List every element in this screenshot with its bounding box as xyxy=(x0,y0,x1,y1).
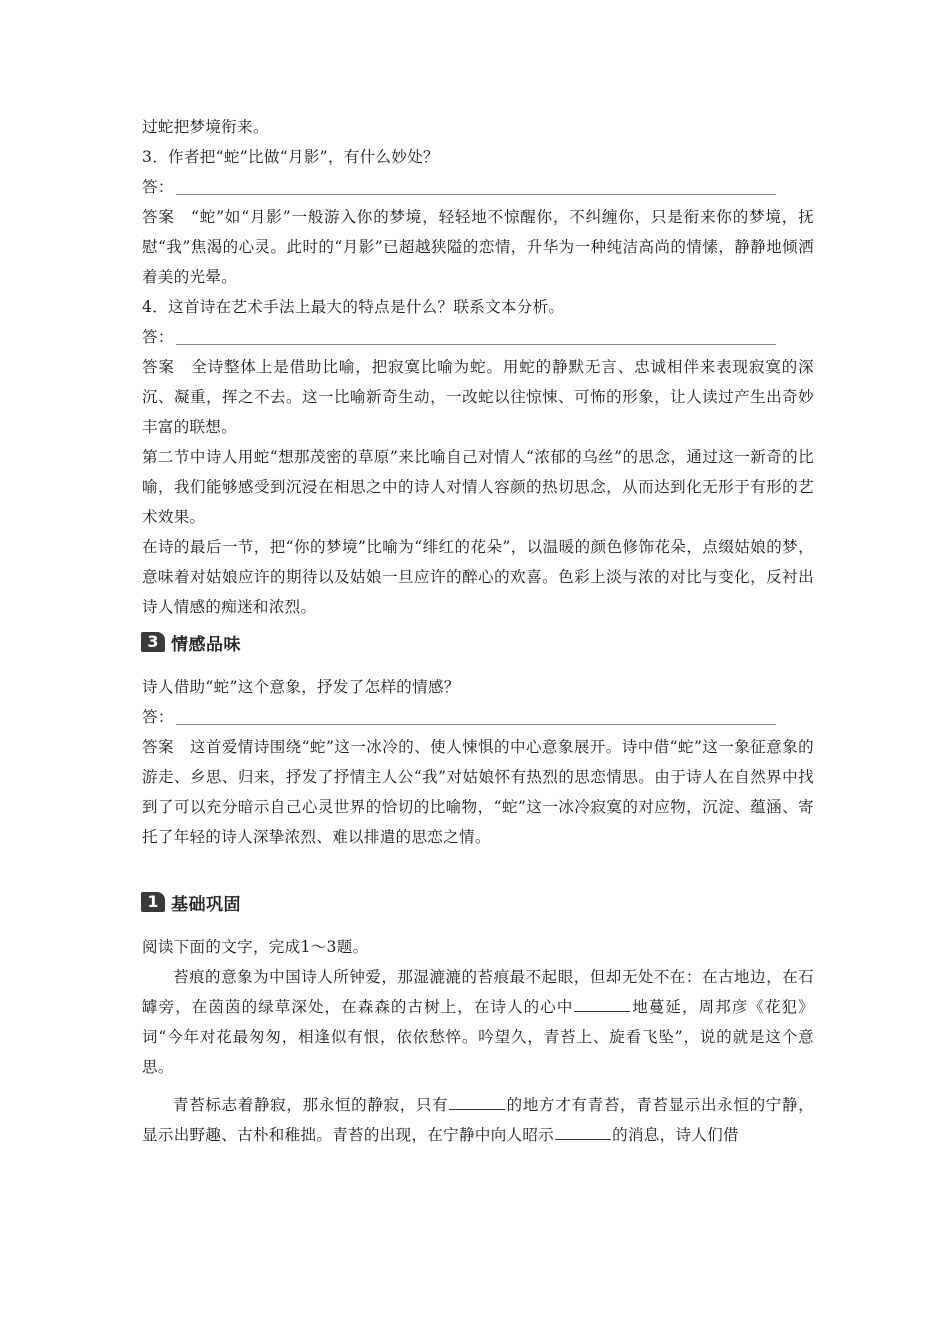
section-heading-basics xyxy=(141,884,814,920)
answer-rule xyxy=(176,176,776,195)
reading-paragraph-1 xyxy=(142,962,814,1082)
question-3: 3．作者把“蛇”比做“月影”，有什么妙处？ xyxy=(142,148,439,166)
emotion-answer: 答案 这首爱情诗围绕“蛇”这一冰冷的、使人悚惧的中心意象展开。诗中借“蛇”这一象征意象的游走、乡思、归来，抒发了抒情主人公“我”对姑娘怀有热烈的思恋情思。由于诗人在自然界中找到了可以充分暗示自己心灵世界的恰切的比喻物，“蛇”这一冰冷寂寞的对应物，沉淀、蕴涵、寄托了年轻的诗人深挚浓烈、难以排遣的思恋之情。 xyxy=(142,738,814,846)
question-4: 4．这首诗在艺术手法上最大的特点是什么？联系文本分析。 xyxy=(142,298,565,316)
answer-blank-line xyxy=(142,172,814,202)
answer-rule xyxy=(176,706,776,725)
section-title: 基础巩固 xyxy=(171,894,241,915)
section-number-badge: 3 xyxy=(141,632,165,652)
paragraph-text: 地蔓延，周邦彦《花犯》词“今年对花最匆匆，相逢似有恨，依依愁悴。吟望久，青苔上、旋看飞坠”，说的就是这个意思。 xyxy=(142,998,814,1076)
section-number-badge: 1 xyxy=(141,892,165,912)
fill-blank[interactable] xyxy=(449,1095,505,1110)
answer-4-paragraph-3: 在诗的最后一节，把“你的梦境”比喻为“绯红的花朵”，以温暖的颜色修饰花朵，点缀姑娘的梦，意味着对姑娘应许的期待以及姑娘一旦应许的醉心的欢喜。色彩上淡与浓的对比与变化，反衬出诗人情感的痴迷和浓烈。 xyxy=(142,538,814,616)
reading-instruction: 阅读下面的文字，完成1～3题。 xyxy=(142,938,369,956)
paragraph-text: 苔痕的意象为中国诗人所钟爱，那湿漉漉的苔痕最不起眼，但却无处不在：在古地边，在石罅旁，在茵茵的绿草深处，在森森的古树上，在诗人的心中 xyxy=(142,968,814,1016)
paragraph-text: 青苔标志着静寂，那永恒的静寂，只有 xyxy=(173,1096,449,1114)
answer-prefix: 答： xyxy=(142,708,174,726)
answer-4-paragraph-2: 第二节中诗人用蛇“想那茂密的草原”来比喻自己对情人“浓郁的乌丝”的思念，通过这一新奇的比喻，我们能够感受到沉浸在相思之中的诗人对情人容颜的热切思念，从而达到化无形于有形的艺术效果。 xyxy=(142,448,814,526)
answer-rule xyxy=(176,326,776,345)
answer-prefix: 答： xyxy=(142,328,174,346)
emotion-question: 诗人借助“蛇”这个意象，抒发了怎样的情感？ xyxy=(142,678,460,696)
paragraph-text: 的消息，诗人们借 xyxy=(612,1126,739,1144)
fill-blank[interactable] xyxy=(555,1125,611,1140)
answer-3: 答案 “蛇”如“月影”一般游入你的梦境，轻轻地不惊醒你，不纠缠你，只是衔来你的梦境，抚慰“我”焦渴的心灵。此时的“月影”已超越狭隘的恋情，升华为一种纯洁高尚的情愫，静静地倾洒着美的光晕。 xyxy=(142,208,814,286)
fill-blank[interactable] xyxy=(574,997,630,1012)
reading-paragraph-2 xyxy=(142,1090,814,1150)
section-title: 情感品味 xyxy=(171,634,241,655)
answer-blank-line xyxy=(142,322,814,352)
text-line: 过蛇把梦境衔来。 xyxy=(142,118,269,136)
section-heading-emotion xyxy=(141,624,814,660)
answer-prefix: 答： xyxy=(142,178,174,196)
paragraph-text: 的地方才有青苔，青苔显示出永恒的宁静，显示出野趣、古朴和稚拙。青苔的出现，在宁静中向人昭示 xyxy=(142,1096,815,1144)
document-page xyxy=(142,112,814,1150)
answer-4-paragraph-1: 答案 全诗整体上是借助比喻，把寂寞比喻为蛇。用蛇的静默无言、忠诚相伴来表现寂寞的深沉、凝重，挥之不去。这一比喻新奇生动，一改蛇以往惊悚、可怖的形象，让人读过产生出奇妙丰富的联想。 xyxy=(142,358,814,436)
answer-blank-line xyxy=(142,702,814,732)
